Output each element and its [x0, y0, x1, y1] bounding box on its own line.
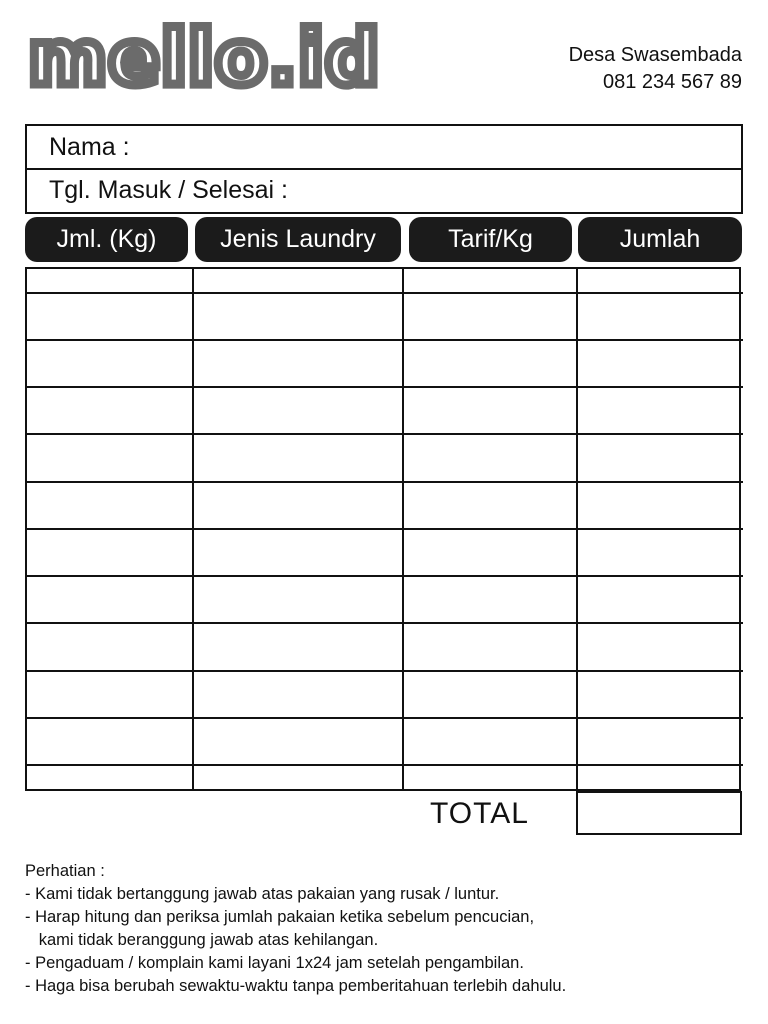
table-cell[interactable] [27, 576, 193, 623]
table-cell[interactable] [403, 340, 577, 387]
table-cell[interactable] [27, 269, 193, 293]
date-field[interactable] [27, 168, 741, 210]
table-cell[interactable] [403, 576, 577, 623]
table-cell[interactable] [27, 623, 193, 670]
table-cell[interactable] [193, 293, 403, 340]
name-label: Nama : [49, 132, 130, 161]
column-header-weight: Jml. (Kg) [25, 217, 188, 262]
table-cell[interactable] [577, 718, 743, 765]
table-cell[interactable] [193, 434, 403, 481]
table-cell[interactable] [403, 387, 577, 434]
brand-logo [26, 13, 381, 102]
table-cell[interactable] [577, 576, 743, 623]
table-cell[interactable] [27, 340, 193, 387]
table-cell[interactable] [577, 434, 743, 481]
table-cell[interactable] [193, 718, 403, 765]
table-cell[interactable] [27, 671, 193, 718]
table-row [27, 718, 743, 765]
contact-block [569, 42, 742, 96]
table-cell[interactable] [403, 482, 577, 529]
table-cell[interactable] [403, 765, 577, 789]
table-cell[interactable] [193, 765, 403, 789]
table-row [27, 482, 743, 529]
table-cell[interactable] [193, 482, 403, 529]
table-cell[interactable] [27, 293, 193, 340]
contact-phone: 081 234 567 89 [602, 71, 742, 93]
table-cell[interactable] [577, 623, 743, 670]
table-row [27, 576, 743, 623]
note-item: - Pengaduam / komplain kami layani 1x24 jam setelah pengambilan. [25, 954, 524, 972]
column-header-amount: Jumlah [578, 217, 742, 262]
note-item: - Kami tidak bertanggung jawab atas pakaian yang rusak / luntur. [25, 885, 500, 903]
note-item: - Haga bisa berubah sewaktu-waktu tanpa pemberitahuan terlebih dahulu. [25, 977, 567, 995]
table-cell[interactable] [27, 387, 193, 434]
table-row [27, 293, 743, 340]
column-header-rate: Tarif/Kg [409, 217, 572, 262]
table-cell[interactable] [403, 671, 577, 718]
table-row [27, 765, 743, 789]
column-headers [25, 217, 742, 262]
table-cell[interactable] [193, 387, 403, 434]
table-row [27, 340, 743, 387]
table-cell[interactable] [193, 671, 403, 718]
table-cell[interactable] [403, 529, 577, 576]
table-cell[interactable] [27, 765, 193, 789]
table-cell[interactable] [193, 576, 403, 623]
table-cell[interactable] [193, 529, 403, 576]
customer-info-box [25, 124, 743, 214]
table-cell[interactable] [577, 387, 743, 434]
order-table [25, 267, 741, 791]
table-cell[interactable] [193, 623, 403, 670]
contact-address: Desa Swasembada [568, 44, 742, 66]
table-row [27, 434, 743, 481]
table-cell[interactable] [577, 340, 743, 387]
total-field[interactable] [576, 791, 742, 835]
table-row [27, 529, 743, 576]
table-cell[interactable] [27, 718, 193, 765]
table-cell[interactable] [577, 529, 743, 576]
total-label: TOTAL [430, 797, 529, 830]
table-cell[interactable] [193, 269, 403, 293]
table-cell[interactable] [577, 671, 743, 718]
table-cell[interactable] [27, 434, 193, 481]
table-cell[interactable] [403, 718, 577, 765]
notes-title: Perhatian : [25, 862, 105, 880]
table-row [27, 387, 743, 434]
table-cell[interactable] [577, 482, 743, 529]
table-cell[interactable] [403, 623, 577, 670]
table-row [27, 671, 743, 718]
table-row [27, 269, 743, 293]
logo-wordmark: mello.id [28, 13, 381, 102]
table-cell[interactable] [577, 765, 743, 789]
table-row [27, 623, 743, 670]
table-cell[interactable] [403, 293, 577, 340]
table-cell[interactable] [577, 269, 743, 293]
note-item: kami tidak beranggung jawab atas kehilangan. [25, 931, 379, 949]
table-cell[interactable] [193, 340, 403, 387]
table-cell[interactable] [403, 434, 577, 481]
column-header-service: Jenis Laundry [195, 217, 401, 262]
date-label: Tgl. Masuk / Selesai : [49, 175, 288, 204]
table-cell[interactable] [27, 482, 193, 529]
table-cell[interactable] [577, 293, 743, 340]
table-cell[interactable] [403, 269, 577, 293]
name-field[interactable] [27, 126, 741, 168]
notes-section [25, 860, 566, 998]
note-item: - Harap hitung dan periksa jumlah pakaian ketika sebelum pencucian, [25, 908, 535, 926]
table-cell[interactable] [27, 529, 193, 576]
